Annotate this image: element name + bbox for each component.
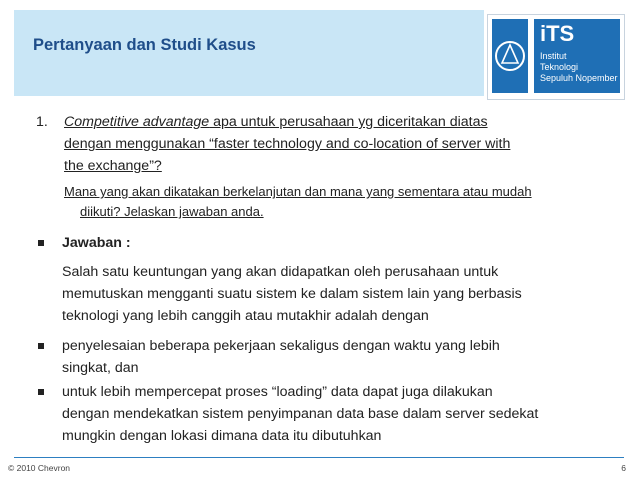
bullet-1-line-2: singkat, dan xyxy=(62,360,139,376)
logo-emblem-panel xyxy=(492,19,528,93)
question-sub-line-1: Mana yang akan dikatakan berkelanjutan dan mana yang sementara atau mudah xyxy=(64,184,532,199)
answer-heading: Jawaban : xyxy=(62,235,131,251)
bullet-2-line-3: mungkin dengan lokasi dimana data itu dibutuhkan xyxy=(62,428,382,444)
logo-line-1: Institut xyxy=(540,51,567,61)
bullet-2-line-1: untuk lebih mempercepat proses “loading” data dapat juga dilakukan xyxy=(62,384,493,400)
question-term: Competitive advantage xyxy=(64,114,210,130)
question-sub-line-2: diikuti? Jelaskan jawaban anda. xyxy=(80,204,264,219)
bullet-square xyxy=(38,240,44,246)
footer-rule xyxy=(14,457,624,458)
question-number: 1. xyxy=(36,114,48,130)
bullet-1-line-1: penyelesaian beberapa pekerjaan sekaligus dengan waktu yang lebih xyxy=(62,338,500,354)
logo-brand: iTS xyxy=(540,21,575,46)
question-line-2: dengan menggunakan “faster technology and co-location of server with xyxy=(64,136,511,152)
logo-line-2: Teknologi xyxy=(540,62,579,72)
bullet-square xyxy=(38,343,44,349)
page-number: 6 xyxy=(621,463,626,473)
answer-para-line-2: memutuskan mengganti suatu sistem ke dalam sistem lain yang berbasis xyxy=(62,286,522,302)
answer-para-line-1: Salah satu keuntungan yang akan didapatkan oleh perusahaan untuk xyxy=(62,264,499,280)
logo-line-3: Sepuluh Nopember xyxy=(540,73,618,83)
question-line-3: the exchange”? xyxy=(64,158,162,174)
slide-title: Pertanyaan dan Studi Kasus xyxy=(33,36,256,54)
footer-copyright: © 2010 Chevron xyxy=(8,463,71,473)
bullet-square xyxy=(38,389,44,395)
answer-para-line-3: teknologi yang lebih canggih atau mutakhir adalah dengan xyxy=(62,308,429,324)
question-line-1-rest: apa untuk perusahaan yg diceritakan diatas xyxy=(209,114,488,130)
bullet-2-line-2: dengan mendekatkan sistem penyimpanan data base dalam server sedekat xyxy=(62,406,539,422)
its-logo xyxy=(487,14,625,100)
question-line-1 xyxy=(64,112,488,132)
